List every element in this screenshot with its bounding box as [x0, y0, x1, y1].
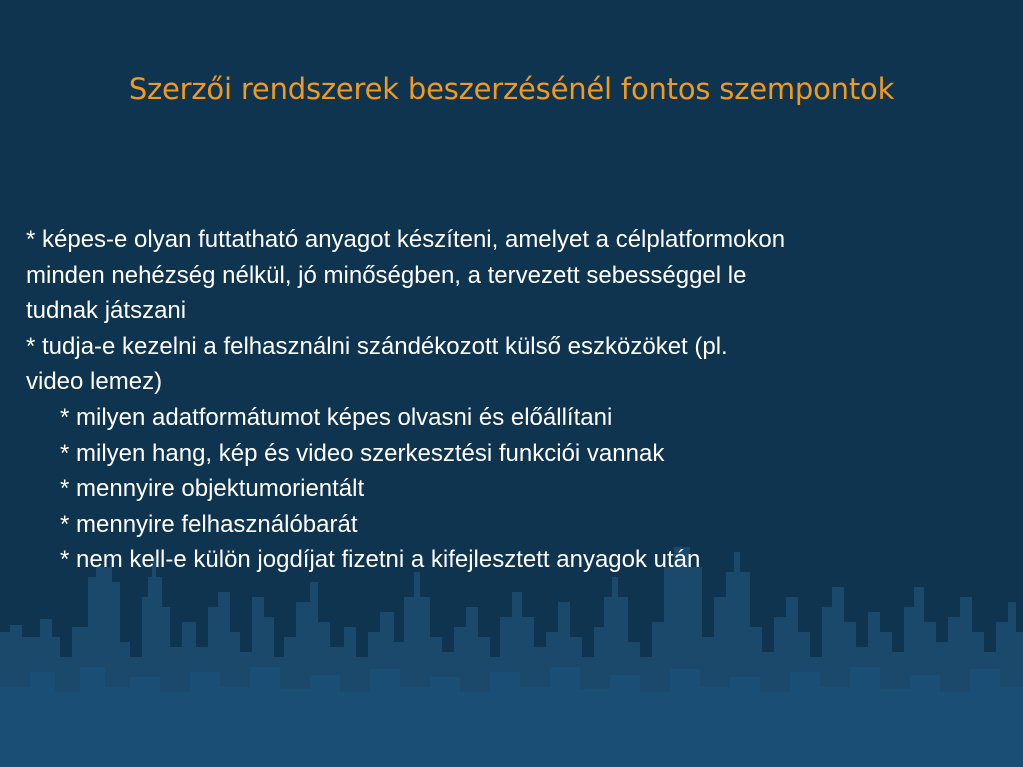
sub-bullet-line: * milyen hang, kép és video szerkesztési funkciói vannak [60, 439, 665, 467]
bullet-line: * képes-e olyan futtatható anyagot készíteni, amelyet a célplatformokon [26, 226, 786, 253]
sub-bullet-line: * mennyire felhasználóbarát [60, 510, 358, 538]
sub-bullet-line: * milyen adatformátumot képes olvasni és előállítani [60, 403, 613, 431]
bullet-line: * tudja-e kezelni a felhasználni szándékozott külső eszközöket (pl. [26, 332, 728, 360]
slide-body [26, 222, 1011, 578]
bullet-line-continuation: video lemez) [26, 368, 163, 396]
sub-bullet-line: * nem kell-e külön jogdíjat fizetni a kifejlesztett anyagok után [60, 546, 701, 574]
slide-title: Szerzői rendszerek beszerzésénél fontos szempontok [128, 72, 895, 106]
bullet-line-continuation: tudnak játszani [26, 297, 187, 325]
bullet-line-continuation: minden nehézség nélkül, jó minőségben, a tervezett sebességgel le [26, 261, 747, 289]
sub-bullet-line: * mennyire objektumorientált [60, 475, 365, 503]
